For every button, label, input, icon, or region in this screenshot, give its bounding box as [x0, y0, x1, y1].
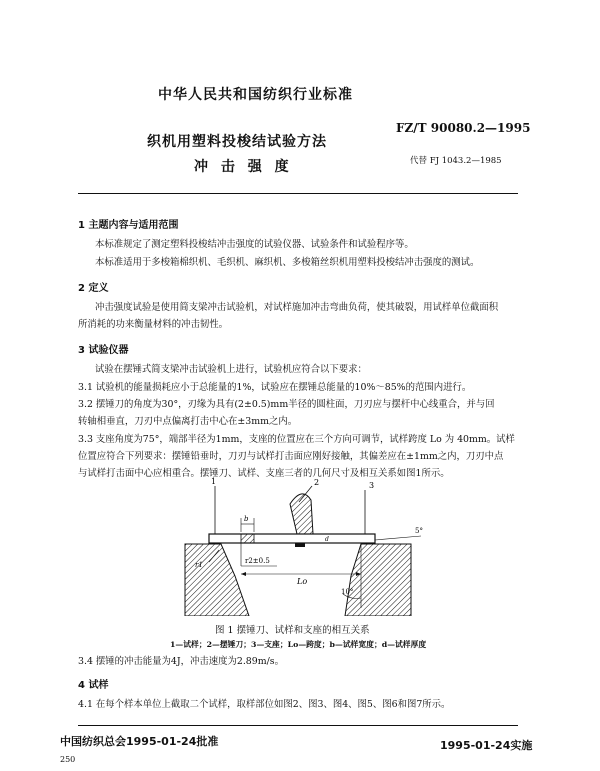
replaces-standard: 代替 FJ 1043.2—1985	[410, 156, 502, 166]
figure-1-caption: 图 1 摆锤刀、试样和支座的相互关系	[215, 625, 370, 636]
figure-1-diagram	[175, 476, 445, 616]
left-support	[185, 544, 249, 616]
label-1: 1	[211, 477, 217, 486]
label-2: 2	[314, 478, 320, 487]
clause-3-3-line-2: 位置应符合下列要求：摆锤铅垂时，刀刃与试样打击面应刚好接触，其偏差应在±1mm之内，刀刃中点	[78, 451, 504, 462]
section-2-heading: 2 定义	[78, 283, 109, 294]
label-L0: Lo	[297, 577, 308, 586]
section-2-paragraph-line-1: 冲击强度试验是使用简支梁冲击试验机，对试样施加冲击弯曲负荷，使其破裂，用试样单位截面积	[95, 302, 499, 313]
right-support	[345, 544, 411, 616]
specimen-notch	[295, 543, 305, 547]
figure-1-legend: 1—试样；2—摆锤刀；3—支座；Lo—跨度；b—试样宽度；d—试样厚度	[170, 640, 427, 649]
label-10-degree: 10°	[341, 588, 354, 596]
document-subtitle: 冲 击 强 度	[194, 159, 293, 175]
header-rule	[78, 193, 518, 194]
label-d: d	[325, 536, 329, 543]
document-title: 织机用塑料投梭结试验方法	[147, 134, 327, 150]
label-r2: r2±0.5	[245, 557, 270, 565]
standard-number: FZ/T 90080.2—1995	[396, 121, 531, 135]
clause-3-2-line-2: 转轴相垂直，刀刃中点偏离打击中心在±3mm之内。	[78, 416, 298, 427]
section-3-intro: 试验在摆锤式简支梁冲击试验机上进行，试验机应符合以下要求：	[95, 364, 367, 375]
footer-rule	[78, 725, 518, 726]
label-r1: r1	[195, 561, 203, 569]
clause-3-1: 3.1 试验机的能量损耗应小于总能量的1%，试验应在摆锤总能量的10%～85%的范围内进行。	[78, 382, 472, 393]
clause-3-3-line-3: 与试样打击面中心应相重合。摆锤刀、试样、支座三者的几何尺寸及相互关系如图1所示。	[78, 468, 450, 479]
page-number: 250	[60, 755, 76, 764]
section-4-heading: 4 试样	[78, 680, 109, 691]
label-5-degree: 5°	[415, 527, 423, 535]
section-1-heading: 1 主题内容与适用范围	[78, 220, 179, 231]
specimen-section	[241, 534, 254, 543]
clause-3-4: 3.4 摆锤的冲击能量为4J，冲击速度为2.89m/s。	[78, 656, 284, 667]
implementation-date: 1995-01-24实施	[440, 739, 533, 752]
clause-4-1: 4.1 在每个样本单位上截取二个试样，取样部位如图2、图3、图4、图5、图6和图7所示。	[78, 699, 451, 710]
section-2-paragraph-line-2: 所消耗的功来衡量材料的冲击韧性。	[78, 319, 229, 330]
label-3: 3	[369, 481, 375, 490]
clause-3-2-line-1: 3.2 摆锤刀的角度为30°，刃缘为具有(2±0.5)mm半径的圆柱面，刀刃应与摆杆中心线重合，并与回	[78, 399, 495, 410]
specimen	[209, 534, 375, 543]
section-1-paragraph-1: 本标准规定了测定塑料投梭结冲击强度的试验仪器、试验条件和试验程序等。	[95, 239, 414, 250]
label-b: b	[244, 515, 249, 523]
issuing-organization: 中华人民共和国纺织行业标准	[158, 87, 353, 103]
section-1-paragraph-2: 本标准适用于多梭箱棉织机、毛织机、麻织机、多梭箱丝织机用塑料投梭结冲击强度的测试。	[95, 257, 480, 268]
approval-date: 中国纺织总会1995-01-24批准	[60, 735, 219, 748]
section-3-heading: 3 试验仪器	[78, 345, 129, 356]
clause-3-3-line-1: 3.3 支座角度为75°，端部半径为1mm，支座的位置应在三个方向可调节，试样跨度 Lo 为 40mm。试样	[78, 434, 515, 445]
pendulum-striker	[290, 494, 313, 534]
